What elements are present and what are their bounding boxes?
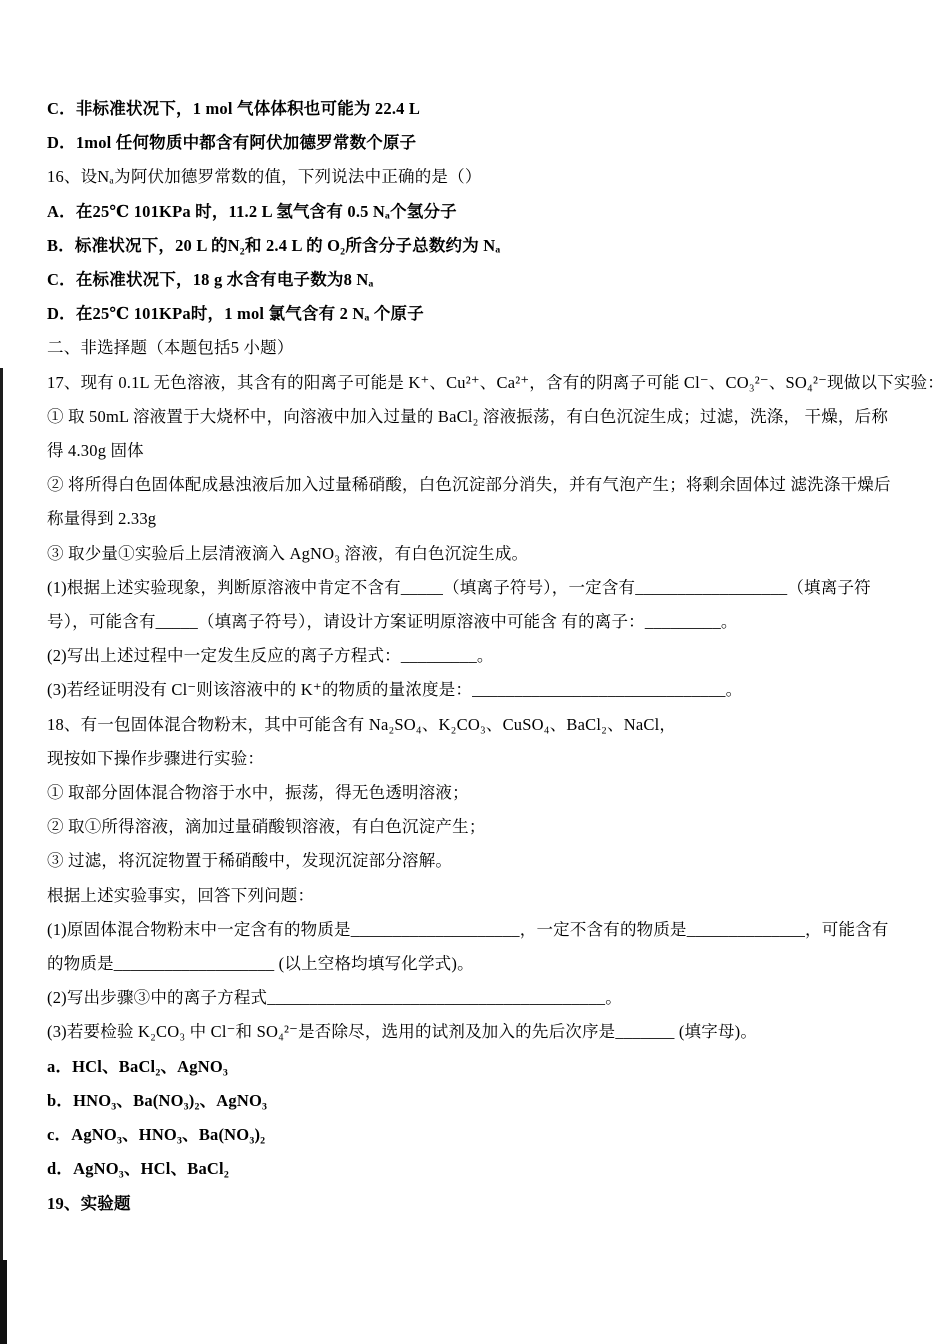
q19-header: 19、实验题 [47,1193,131,1213]
scan-artifact-line [0,368,3,1262]
q17-step1-continued: 得 4.30g 固体 [47,441,144,461]
q16-option-c: C．在标准状况下，18 g 水含有电子数为8 Nₐ [47,270,374,290]
q16-option-d: D．在25℃ 101KPa时，1 mol 氯气含有 2 Nₐ 个原子 [47,304,424,324]
q15-option-d: D．1mol 任何物质中都含有阿伏加德罗常数个原子 [47,133,417,153]
q15-option-c: C．非标准状况下，1 mol 气体体积也可能为 22.4 L [47,99,421,118]
q18-question-intro: 根据上述实验事实，回答下列问题： [47,885,315,905]
q18-option-a: a．HCl、BaCl₂、AgNO₃ [47,1056,229,1076]
q17-step3: ③ 取少量①实验后上层清液滴入 AgNO₃ 溶液，有白色沉淀生成。 [47,543,529,563]
q18-step1: ① 取部分固体混合物溶于水中，振荡，得无色透明溶液； [47,783,469,803]
q17-step2: ② 将所得白色固体配成悬浊液后加入过量稀硝酸，白色沉淀部分消失，并有气泡产生；将剩余固体过 滤洗涤干燥后 [47,475,891,495]
q18-step2: ② 取①所得溶液，滴加过量硝酸钡溶液，有白色沉淀产生； [47,817,486,837]
scan-artifact-mark [0,1260,7,1344]
q17-step1: ① 取 50mL 溶液置于大烧杯中，向溶液中加入过量的 BaCl₂ 溶液振荡，有白色沉淀生成；过滤，洗涤， 干燥，后称 [47,406,889,426]
q16-stem: 16、设Nₐ为阿伏加德罗常数的值，下列说法中正确的是（） [47,167,482,187]
q18-sub1-continued: 的物质是___________________ (以上空格均填写化学式)。 [47,954,474,974]
q18-sub1: (1)原固体混合物粉末中一定含有的物质是____________________，一定不含有的物质是______________，可能含有 [47,919,889,939]
q17-sub1-continued: 号），可能含有_____（填离子符号），请设计方案证明原溶液中可能含 有的离子：_________。 [47,612,738,632]
q18-option-c: c．AgNO₃、HNO₃、Ba(NO₃)₂ [47,1125,266,1145]
q18-option-b: b．HNO₃、Ba(NO₃)₂、AgNO₃ [47,1090,268,1110]
q18-stem: 18、有一包固体混合物粉末，其中可能含有 Na₂SO₄、K₂CO₃、CuSO₄、BaCl₂、NaCl， [47,714,677,734]
q17-step2-continued: 称量得到 2.33g [47,509,157,529]
q17-sub3: (3)若经证明没有 Cl⁻则该溶液中的 K⁺的物质的量浓度是：______________________________。 [47,680,743,700]
q18-step3: ③ 过滤，将沉淀物置于稀硝酸中，发现沉淀部分溶解。 [47,851,453,871]
q17-sub1: (1)根据上述实验现象，判断原溶液中肯定不含有_____（填离子符号），一定含有__________________（填离子符 [47,577,871,597]
q17-sub2: (2)写出上述过程中一定发生反应的离子方程式：_________。 [47,646,494,666]
q18-intro: 现按如下操作步骤进行实验： [47,748,265,768]
section2-header: 二、非选择题（本题包括5 小题） [47,338,294,358]
exam-content [47,92,944,1221]
q17-stem: 17、现有 0.1L 无色溶液，其含有的阳离子可能是 K⁺、Cu²⁺、Ca²⁺，含有的阴离子可能 Cl⁻、CO₃²⁻、SO₄²⁻现做以下实验： [47,372,944,392]
q18-option-d: d．AgNO₃、HCl、BaCl₂ [47,1159,229,1179]
q16-option-b: B．标准状况下，20 L 的N₂和 2.4 L 的 O₂所含分子总数约为 Nₐ [47,235,501,255]
q16-option-a: A．在25℃ 101KPa 时，11.2 L 氢气含有 0.5 Nₐ个氢分子 [47,201,457,221]
q18-sub3: (3)若要检验 K₂CO₃ 中 Cl⁻和 SO₄²⁻是否除尽，选用的试剂及加入的先后次序是_______ (填字母)。 [47,1022,758,1042]
q18-sub2: (2)写出步骤③中的离子方程式________________________________________。 [47,988,622,1008]
